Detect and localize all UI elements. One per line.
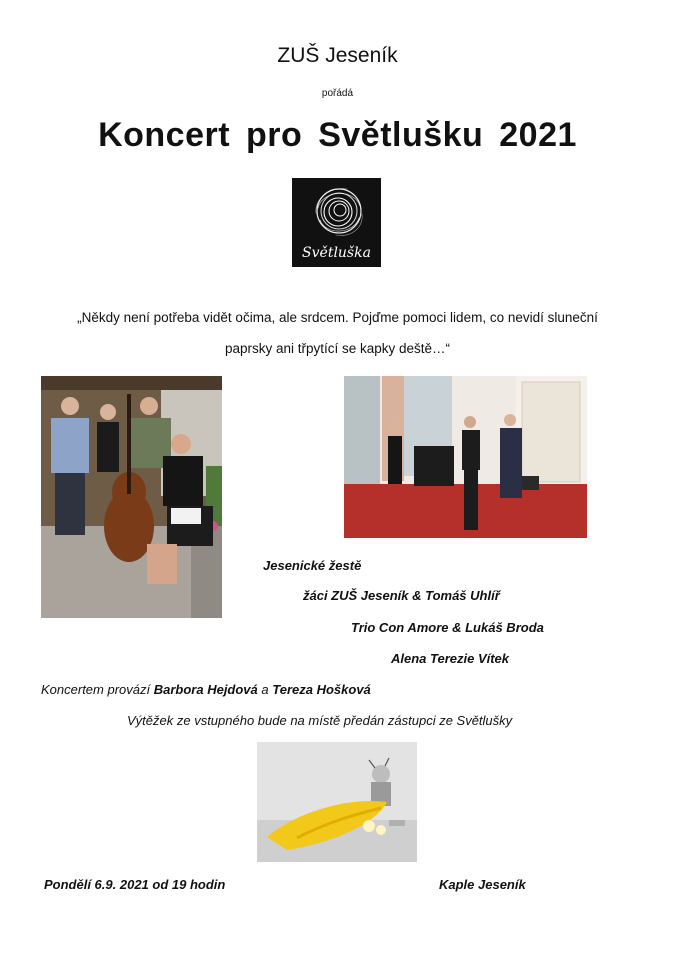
svetluska-logo (292, 178, 381, 267)
proceeds-note: Výtěžek ze vstupného bude na místě předán zástupci ze Světlušky (127, 713, 513, 728)
presents-label: pořádá (321, 88, 354, 99)
performer-3: Trio Con Amore & Lukáš Broda (351, 620, 544, 635)
singer-photo (257, 742, 417, 862)
event-date: Pondělí 6.9. 2021 od 19 hodin (44, 877, 226, 892)
hosts-joiner: a (261, 682, 269, 697)
concert-title: Koncert pro Světlušku 2021 (98, 116, 577, 154)
host-2: Tereza Hošková (272, 682, 371, 697)
musicians-photo (41, 376, 222, 618)
performer-4: Alena Terezie Vítek (391, 651, 510, 666)
logo-text: Světluška (302, 245, 371, 261)
trio-hall-photo (344, 376, 587, 538)
performer-2: žáci ZUŠ Jeseník & Tomáš Uhlíř (303, 588, 500, 603)
quote-line-2: paprsky ani třpytící se kapky deště…“ (224, 341, 451, 356)
hosts-prefix: Koncertem provází (41, 682, 151, 697)
quote-line-1: „Někdy není potřeba vidět očima, ale srdcem. Pojďme pomoci lidem, co nevidí sluneční (77, 310, 598, 325)
organizer-name: ZUŠ Jeseník (277, 44, 398, 67)
host-1: Barbora Hejdová (153, 682, 258, 697)
event-venue: Kaple Jeseník (439, 877, 526, 892)
hosts-line (41, 682, 371, 697)
performer-1: Jesenické žestě (263, 558, 362, 573)
